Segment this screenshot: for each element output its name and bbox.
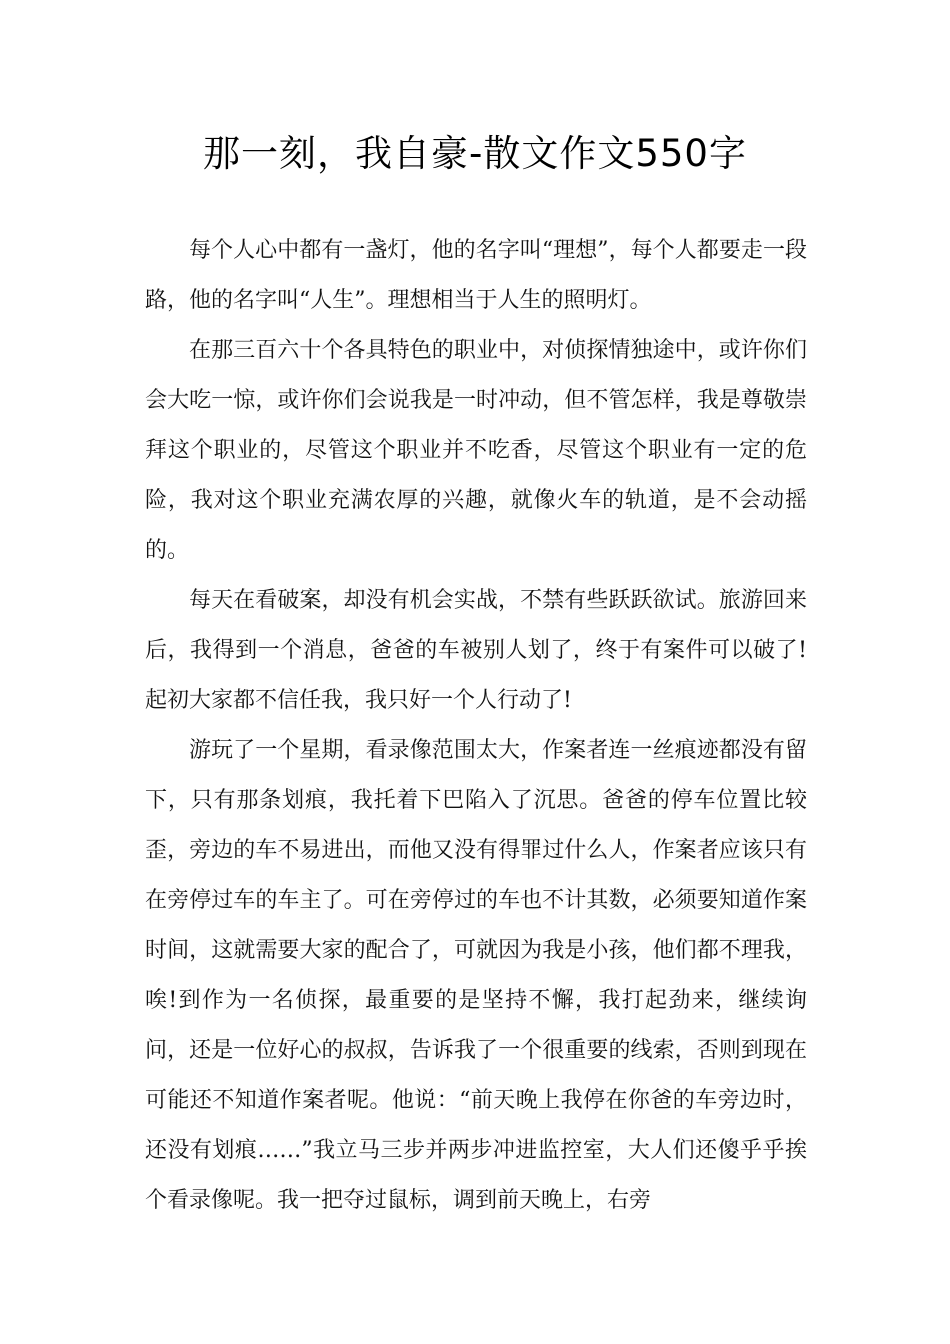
page-title: 那一刻，我自豪-散文作文550字 [203,132,747,175]
paragraph-4: 游玩了一个星期，看录像范围太大，作案者连一丝痕迹都没有留下，只有那条划痕，我托着下巴陷入了沉思。爸爸的停车位置比较歪，旁边的车不易进出，而他又没有得罪过什么人，作案者应该只有在旁停过车的车主了。可在旁停过的车也不计其数，必须要知道作案时间，这就需要大家的配合了，可就因为我是小孩，他们都不理我，唉!到作为一名侦探，最重要的是坚持不懈，我打起劲来，继续询问，还是一位好心的叔叔，告诉我了一个很重要的线索，否则到现在可能还不知道作案者呢。他说：“前天晚上我停在你爸的车旁边时，还没有划痕……”我立马三步并两步冲进监控室，大人们还傻乎乎挨个看录像呢。我一把夺过鼠标，调到前天晚上，右旁 [145,738,807,1213]
article-body [145,226,807,1226]
paragraph-2: 在那三百六十个各具特色的职业中，对侦探情独途中，或许你们会大吃一惊，或许你们会说我是一时冲动，但不管怎样，我是尊敬崇拜这个职业的，尽管这个职业并不吃香，尽管这个职业有一定的危险，我对这个职业充满农厚的兴趣，就像火车的轨道，是不会动摇的。 [145,338,807,563]
paragraph-1: 每个人心中都有一盏灯，他的名字叫“理想”，每个人都要走一段路，他的名字叫“人生”。理想相当于人生的照明灯。 [145,238,807,313]
paragraph-3: 每天在看破案，却没有机会实战，不禁有些跃跃欲试。旅游回来后，我得到一个消息，爸爸的车被别人划了，终于有案件可以破了!起初大家都不信任我，我只好一个人行动了! [145,588,807,713]
